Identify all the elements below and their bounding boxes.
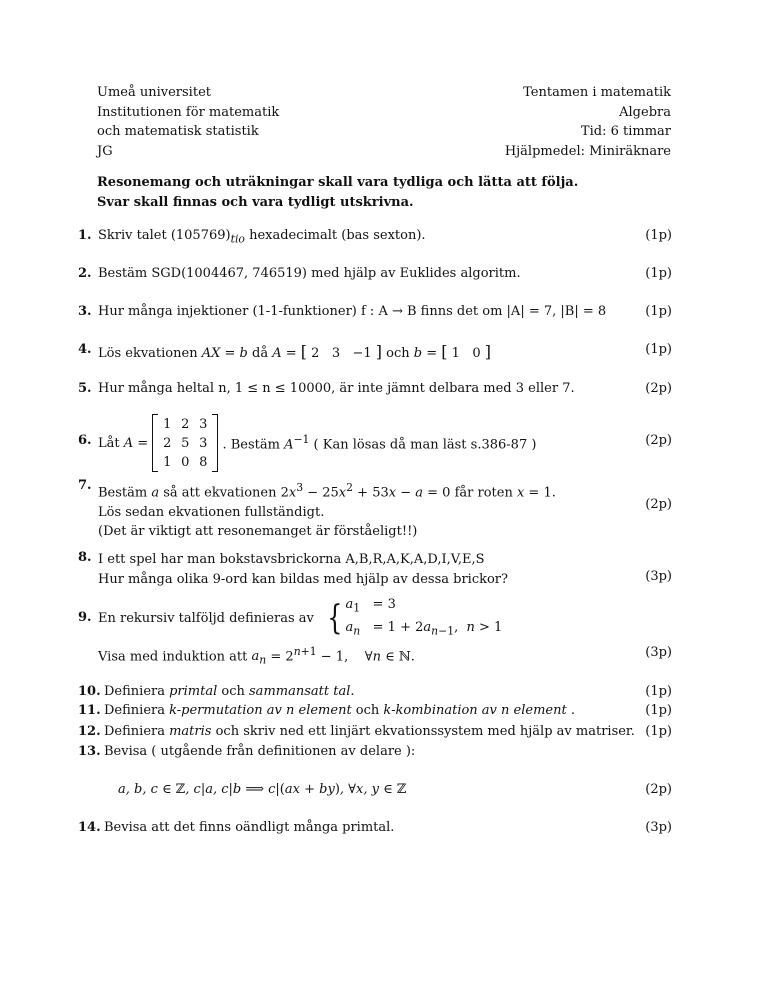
question-6: [78, 414, 672, 474]
question-9: [78, 597, 672, 667]
question-1: [78, 228, 672, 248]
question-number: 13.: [78, 744, 101, 759]
question-5: [78, 381, 672, 401]
question-8: [78, 550, 672, 590]
question-text: I ett spel har man bokstavsbrickorna A,B,R,A,K,A,D,I,V,E,S Hur många olika 9-ord kan bildas med hjälp av dessa brickor?: [98, 552, 508, 587]
question-points: (1p): [645, 304, 672, 319]
brace: {: [327, 598, 343, 638]
department-name-cont: och matematisk statistik: [97, 124, 259, 139]
question-number: 4.: [78, 342, 92, 357]
recurrence-system: $a_1 = 3$ $a_n = 1 + 2a_{n-1}$, n > 1: [345, 597, 503, 638]
question-10: [78, 684, 672, 704]
question-number: 10.: [78, 684, 101, 699]
question-number: 2.: [78, 266, 92, 281]
question-points: (2p): [645, 782, 672, 797]
question-4: [78, 342, 672, 364]
question-7: [78, 478, 672, 538]
allowed-aids: Hjälpmedel: Miniräknare: [504, 143, 671, 159]
question-points: (1p): [645, 724, 672, 739]
question-points: (2p): [645, 381, 672, 396]
question-text: Bestäm a så att ekvationen $2x^3 - 25x^2 + 53x - a = 0$ får roten x = 1. Lös sedan ekvationen fullständigt. (Det är viktigt att resonemanget är förståeligt!!): [98, 481, 556, 540]
exam-duration: Tid: 6 timmar: [580, 124, 671, 139]
question-3: [78, 304, 672, 324]
question-points: (3p): [645, 645, 672, 660]
question-number: 6.: [78, 433, 92, 448]
author-initials: JG: [97, 143, 113, 159]
question-number: 11.: [78, 703, 101, 718]
question-points: (1p): [645, 342, 672, 357]
question-points: (3p): [645, 820, 672, 835]
question-13: [78, 744, 672, 804]
question-number: 7.: [78, 478, 92, 493]
question-number: 1.: [78, 228, 92, 243]
header-right: [505, 83, 671, 161]
question-text: Lös ekvationen AX = b då A = [ 2 3 −1 ] och b = [ 1 0 ]: [98, 342, 492, 361]
question-11: [78, 703, 672, 723]
course-name: Algebra: [619, 104, 671, 120]
university-name: Umeå universitet: [97, 85, 211, 100]
question-points: (2p): [645, 433, 672, 448]
question-text: Hur många injektioner (1-1-funktioner) f : A → B finns det om |A| = 7, |B| = 8: [98, 304, 607, 319]
instruction-line: Svar skall finnas och vara tydligt utskrivna.: [97, 194, 414, 210]
question-number: 8.: [78, 550, 92, 565]
question-points: (2p): [645, 497, 672, 512]
question-12: [78, 724, 672, 744]
question-number: 12.: [78, 724, 101, 739]
question-text: Definiera matris och skriv ned ett linjärt ekvationssystem med hjälp av matriser.: [104, 724, 635, 739]
question-text: En rekursiv talföljd definieras av { $a_1 = 3$ $a_n = 1 + 2a_{n-1}$, n > 1: [98, 598, 502, 638]
question-points: (1p): [645, 228, 672, 243]
question-points: (3p): [645, 569, 672, 584]
divisibility-statement: a, b, c ∈ ℤ, c|a, c|b ⟹ c|(ax + by), ∀x, y ∈ ℤ: [118, 782, 407, 797]
question-text: Skriv talet $(105769)_{tio}$ hexadecimalt (bas sexton).: [98, 228, 426, 246]
matrix-A: 1 2 3 2 5 3 1 0 8: [163, 416, 208, 470]
question-text: Definiera k-permutation av n element och k-kombination av n element .: [104, 703, 575, 718]
question-text: Bevisa ( utgående från definitionen av delare ):: [104, 744, 416, 759]
question-text: Bevisa att det finns oändligt många primtal.: [104, 820, 395, 835]
question-text: Definiera primtal och sammansatt tal.: [104, 684, 355, 699]
question-text: Hur många heltal n, 1 ≤ n ≤ 10000, är inte jämnt delbara med 3 eller 7.: [98, 381, 575, 396]
department-name: Institutionen för matematik: [97, 104, 280, 120]
question-text: Låt A = 1 2 3 2 5 3 1 0 8 . Bestäm $A^{-1}$ ( Kan lösas då man läst s.386-87 ): [98, 414, 536, 472]
question-2: [78, 266, 672, 286]
exam-title: Tentamen i matematik: [523, 85, 671, 100]
question-number: 14.: [78, 820, 101, 835]
question-points: (1p): [645, 684, 672, 699]
question-number: 3.: [78, 304, 92, 319]
induction-statement: Visa med induktion att $a_n = 2^{n+1} - 1$, ∀n ∈ ℕ.: [98, 645, 415, 667]
question-14: [78, 820, 672, 840]
header-left: [97, 83, 279, 161]
question-text: Bestäm SGD(1004467, 746519) med hjälp av Euklides algoritm.: [98, 266, 521, 281]
instructions: [97, 173, 578, 212]
question-points: (1p): [645, 703, 672, 718]
question-number: 5.: [78, 381, 92, 396]
question-points: (1p): [645, 266, 672, 281]
question-number: 9.: [78, 610, 92, 625]
instruction-line: Resonemang och uträkningar skall vara tydliga och lätta att följa.: [97, 175, 579, 190]
